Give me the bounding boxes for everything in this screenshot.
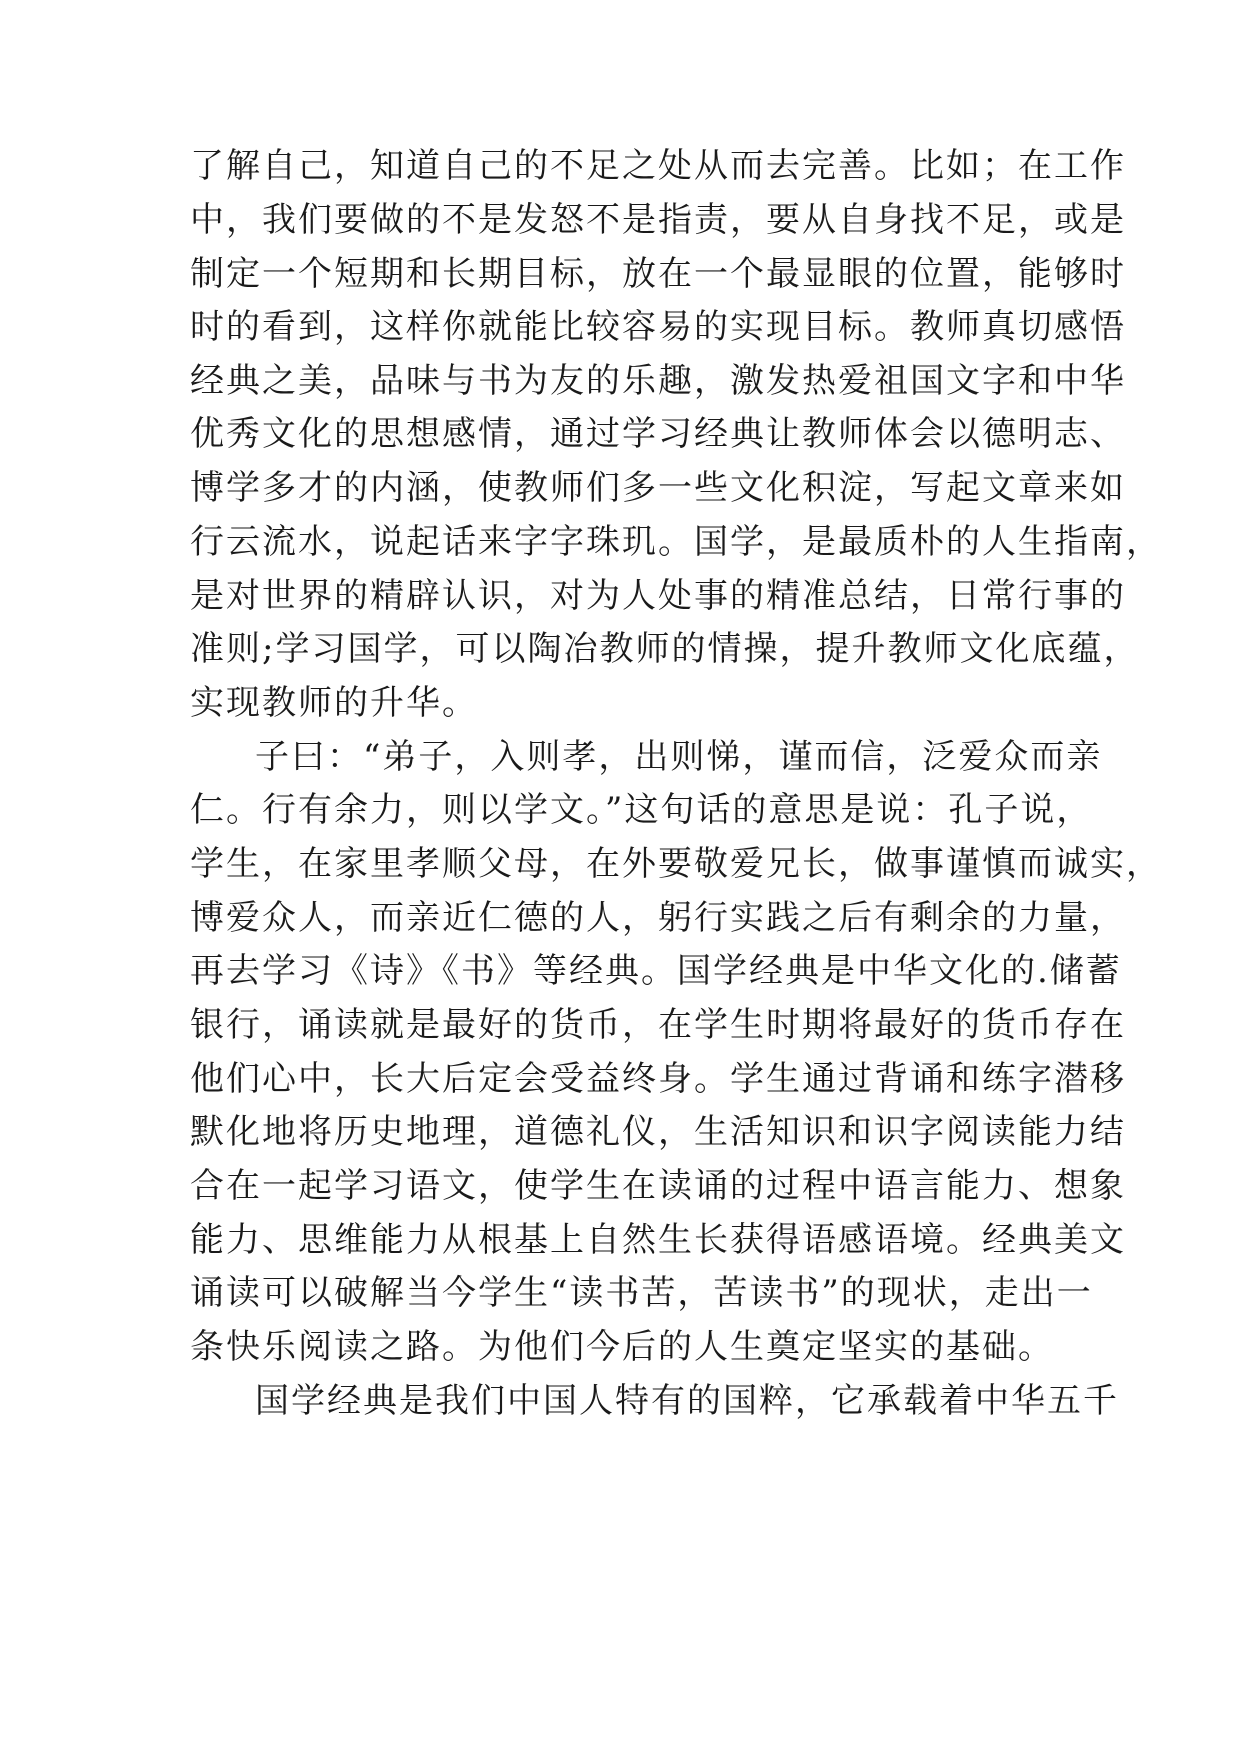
- text-line: 条快乐阅读之路。为他们今后的人生奠定坚实的基础。: [190, 1327, 1054, 1367]
- text-line: 合在一起学习语文，使学生在读诵的过程中语言能力、想象: [190, 1166, 1126, 1206]
- text-line: 经典之美，品味与书为友的乐趣，激发热爱祖国文字和中华: [190, 361, 1126, 401]
- text-line: 准则;学习国学，可以陶冶教师的情操，提升教师文化底蕴，: [190, 629, 1140, 669]
- text-line: 制定一个短期和长期目标，放在一个最显眼的位置，能够时: [190, 254, 1126, 294]
- text-line: 诵读可以破解当今学生“读书苦，苦读书”的现状，走出一: [190, 1273, 1093, 1313]
- paragraph-first-line: 国学经典是我们中国人特有的国粹，它承载着中华五千: [255, 1381, 1119, 1421]
- text-line: 实现教师的升华。: [190, 683, 478, 723]
- text-line: 优秀文化的思想感情，通过学习经典让教师体会以德明志、: [190, 414, 1126, 454]
- text-line: 默化地将历史地理，道德礼仪，生活知识和识字阅读能力结: [190, 1112, 1126, 1152]
- text-line: 中，我们要做的不是发怒不是指责，要从自身找不足，或是: [190, 200, 1126, 240]
- text-line: 博爱众人，而亲近仁德的人，躬行实践之后有剩余的力量，: [190, 898, 1126, 938]
- text-line: 行云流水，说起话来字字珠玑。国学，是最质朴的人生指南，: [190, 522, 1162, 562]
- text-line: 学生，在家里孝顺父母，在外要敬爱兄长，做事谨慎而诚实，: [190, 844, 1162, 884]
- text-line: 他们心中，长大后定会受益终身。学生通过背诵和练字潜移: [190, 1059, 1126, 1099]
- text-line: 了解自己，知道自己的不足之处从而去完善。比如；在工作: [190, 146, 1126, 186]
- text-line: 仁。行有余力，则以学文。”这句话的意思是说：孔子说，: [190, 790, 1093, 830]
- text-line: 再去学习《诗》《书》等经典。国学经典是中华文化的.储蓄: [190, 951, 1122, 991]
- text-line: 博学多才的内涵，使教师们多一些文化积淀，写起文章来如: [190, 468, 1126, 508]
- text-line: 时的看到，这样你就能比较容易的实现目标。教师真切感悟: [190, 307, 1126, 347]
- paragraph-first-line: 子曰：“弟子，入则孝，出则悌，谨而信，泛爱众而亲: [255, 737, 1103, 777]
- text-line: 能力、思维能力从根基上自然生长获得语感语境。经典美文: [190, 1220, 1126, 1260]
- text-line: 是对世界的精辟认识，对为人处事的精准总结，日常行事的: [190, 576, 1126, 616]
- text-line: 银行，诵读就是最好的货币，在学生时期将最好的货币存在: [190, 1005, 1126, 1045]
